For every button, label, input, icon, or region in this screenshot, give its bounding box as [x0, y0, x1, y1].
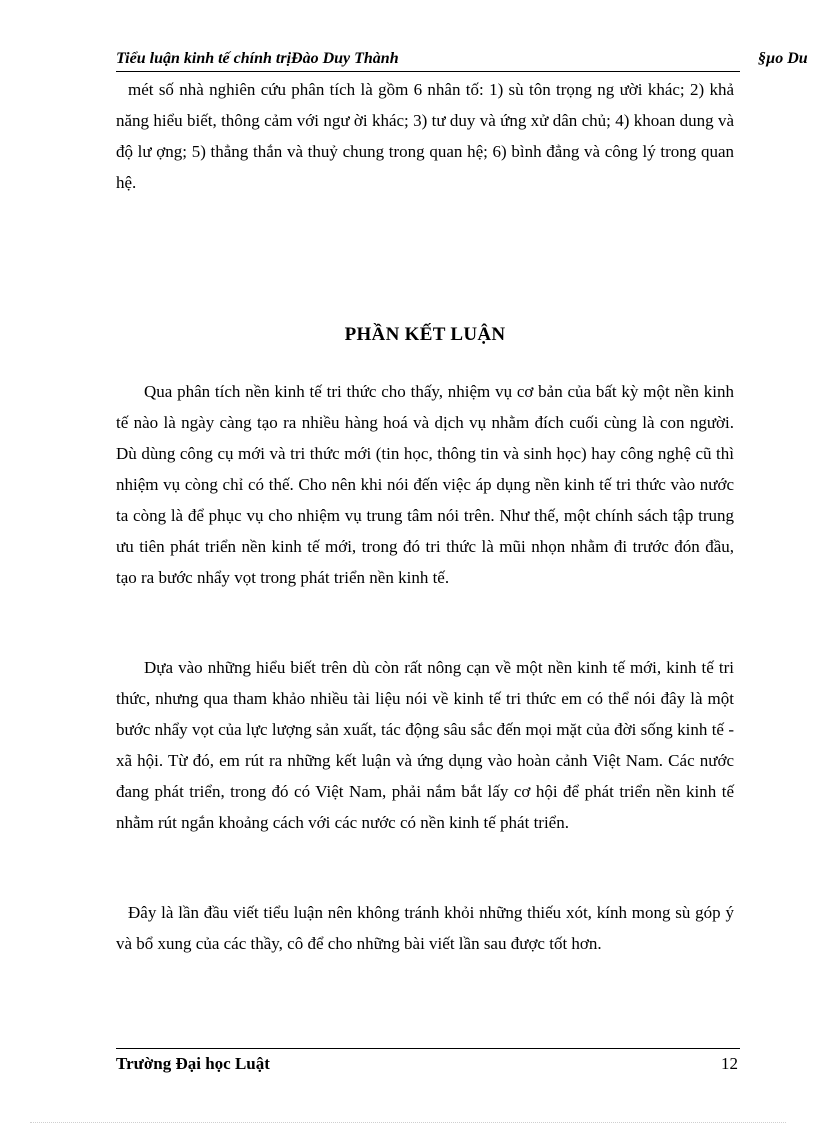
footer-school: Trường Đại học Luật	[116, 1054, 270, 1073]
header-title: Tiểu luận kinh tế chính trịĐào Duy Thành	[116, 50, 399, 67]
paragraph-conclusion-3: Đây là lần đầu viết tiểu luận nên không tránh khỏi những thiếu xót, kính mong sù góp ý và bổ xung của các thầy, cô để cho những bài viết lần sau được tốt hơn.	[116, 903, 734, 953]
paragraph-conclusion-2: Dựa vào những hiểu biết trên dù còn rất nông cạn về một nền kinh tế mới, kinh tế tri thức, nhưng qua tham khảo nhiều tài liệu nói về kinh tế tri thức em có thể nói đây là một bước nhẩy vọt của lực lượng sản xuất, tác động sâu sắc đến mọi mặt của đời sống kinh tế - xã hội. Từ đó, em rút ra những kết luận và ứng dụng vào hoàn cảnh Việt Nam. Các nước đang phát triển, trong đó có Việt Nam, phải nắm bắt lấy cơ hội để phát triển nền kinh tế nhằm rút ngắn khoảng cách với các nước có nền kinh tế phát triển.	[116, 658, 734, 832]
paragraph-continued	[116, 74, 734, 198]
page-header	[116, 48, 816, 72]
footer-rule	[116, 1048, 740, 1049]
paragraph-continued-text: mét số nhà nghiên cứu phân tích là gồm 6 nhân tố: 1) sù tôn trọng ng ười khác; 2) khả năng hiểu biết, thông cảm với ngư ời khác; 3) tư duy và ứng xử dân chủ; 4) khoan dung và độ lư ợng; 5) thẳng thắn và thuỷ chung trong quan hệ; 6) bình đẳng và công lý trong quan hệ.	[116, 80, 734, 192]
page-footer	[116, 1054, 738, 1074]
page-number: 12	[721, 1054, 738, 1073]
header-rule	[116, 71, 740, 72]
section-heading: PHẦN KẾT LUẬN	[344, 324, 506, 345]
header-author-truncated: §µo Du	[758, 50, 808, 67]
paragraph-conclusion-1: Qua phân tích nền kinh tế tri thức cho thấy, nhiệm vụ cơ bản của bất kỳ một nền kinh tế nào là ngày càng tạo ra nhiều hàng hoá và dịch vụ nhằm đích cuối cùng là con người. Dù dùng công cụ mới và tri thức mới (tin học, thông tin và sinh học) hay công nghệ cũ thì nhiệm vụ còng chỉ có thế. Cho nên khi nói đến việc áp dụng nền kinh tế tri thức vào nước ta còng là để phục vụ cho nhiệm vụ trung tâm nói trên. Như thế, một chính sách tập trung ưu tiên phát triển nền kinh tế mới, trong đó tri thức là mũi nhọn nhằm đi trước đón đầu, tạo ra bước nhẩy vọt trong phát triển nền kinh tế.	[116, 382, 734, 587]
